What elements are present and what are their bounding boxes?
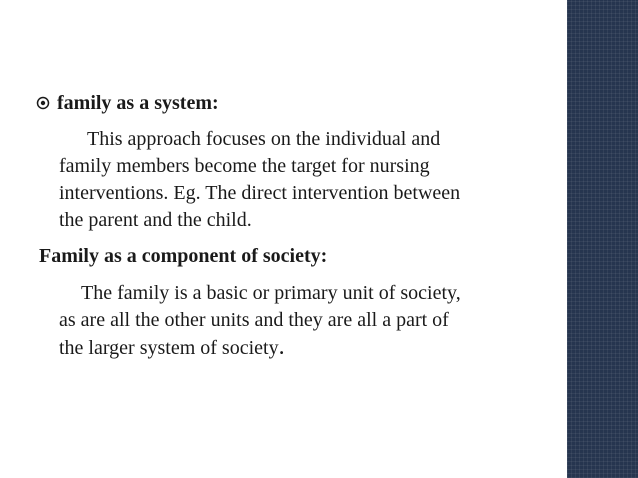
paragraph-1-line: family members become the target for nursing (59, 155, 430, 177)
paragraph-1-line: interventions. Eg. The direct intervention between (59, 182, 461, 204)
paragraph-2-period: . (278, 334, 285, 360)
decorative-side-panel (567, 0, 638, 478)
paragraph-system-approach (59, 126, 460, 234)
paragraph-1-line: This approach focuses on the individual and (87, 128, 441, 150)
paragraph-1-line: the parent and the child. (59, 209, 252, 231)
paragraph-2-line-text: the larger system of society (59, 337, 279, 359)
paragraph-2-line: The family is a basic or primary unit of society, (81, 282, 461, 304)
heading-1-colon: : (211, 92, 219, 114)
paragraph-2-line: as are all the other units and they are all a part of (59, 309, 449, 331)
heading-family-as-system (36, 92, 219, 115)
paragraph-2-line-last (59, 334, 461, 362)
paragraph-family-unit (59, 280, 461, 362)
heading-1-text: family as a system (57, 92, 212, 114)
circled-dot-icon (36, 96, 50, 110)
heading-family-component-of-society: Family as a component of society: (39, 245, 328, 267)
